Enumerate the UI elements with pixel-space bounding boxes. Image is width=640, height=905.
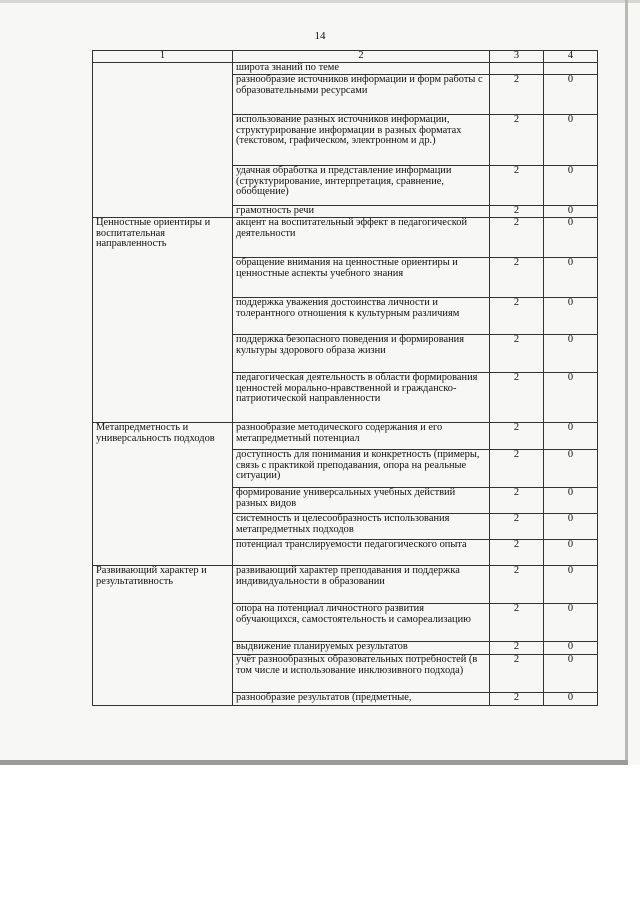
criterion-cell: выдвижение планируемых результатов xyxy=(233,642,490,655)
group-cell xyxy=(93,63,233,218)
score-cell: 0 xyxy=(544,298,598,335)
group-cell: Развивающий характер и результативность xyxy=(93,566,233,706)
criterion-cell: поддержка безопасного поведения и формирования культуры здорового образа жизни xyxy=(233,335,490,373)
criterion-cell: разнообразие результатов (предметные, xyxy=(233,693,490,706)
score-cell: 2 xyxy=(490,540,544,566)
criterion-cell: поддержка уважения достоинства личности и толерантного отношения к культурным различиям xyxy=(233,298,490,335)
score-cell: 0 xyxy=(544,655,598,693)
group-cell: Метапредметность и универсальность подходов xyxy=(93,423,233,566)
score-cell: 2 xyxy=(490,298,544,335)
score-cell: 2 xyxy=(490,75,544,115)
criterion-cell: акцент на воспитательный эффект в педагогической деятельности xyxy=(233,218,490,258)
score-cell: 0 xyxy=(544,514,598,540)
scan-top-edge xyxy=(0,0,640,3)
table-row xyxy=(93,63,598,75)
score-cell: 2 xyxy=(490,642,544,655)
score-cell: 2 xyxy=(490,115,544,166)
criterion-cell: широта знаний по теме xyxy=(233,63,490,75)
table-row xyxy=(93,566,598,604)
score-cell: 2 xyxy=(490,488,544,514)
score-cell: 0 xyxy=(544,373,598,423)
scan-bottom-edge xyxy=(0,760,628,765)
criterion-cell: разнообразие источников информации и форм работы с образовательными ресурсами xyxy=(233,75,490,115)
column-header: 1 xyxy=(93,51,233,63)
score-cell: 0 xyxy=(544,540,598,566)
score-cell: 0 xyxy=(544,488,598,514)
score-cell: 2 xyxy=(490,514,544,540)
criterion-cell: грамотность речи xyxy=(233,206,490,218)
score-cell: 0 xyxy=(544,604,598,642)
score-cell: 2 xyxy=(490,693,544,706)
criterion-cell: обращение внимания на ценностные ориентиры и ценностные аспекты учебного знания xyxy=(233,258,490,298)
score-cell: 0 xyxy=(544,566,598,604)
score-cell: 2 xyxy=(490,423,544,450)
score-cell: 0 xyxy=(544,115,598,166)
score-cell: 2 xyxy=(490,258,544,298)
table-header-row xyxy=(93,51,598,63)
table-row xyxy=(93,423,598,450)
column-header: 4 xyxy=(544,51,598,63)
score-cell: 0 xyxy=(544,423,598,450)
score-cell: 0 xyxy=(544,75,598,115)
group-cell: Ценностные ориентиры и воспитательная направленность xyxy=(93,218,233,423)
criterion-cell: опора на потенциал личностного развития обучающихся, самостоятельность и самореализацию xyxy=(233,604,490,642)
criterion-cell: развивающий характер преподавания и поддержка индивидуальности в образовании xyxy=(233,566,490,604)
score-cell: 0 xyxy=(544,642,598,655)
criterion-cell: педагогическая деятельность в области формирования ценностей морально-нравственной и гражданско-патриотической направленности xyxy=(233,373,490,423)
score-cell xyxy=(544,63,598,75)
criteria-table xyxy=(92,50,598,706)
score-cell: 0 xyxy=(544,258,598,298)
criterion-cell: использование разных источников информации, структурирование информации в разных форматах (текстовом, графическом, электронном и др.) xyxy=(233,115,490,166)
score-cell: 2 xyxy=(490,450,544,488)
score-cell: 2 xyxy=(490,604,544,642)
score-cell xyxy=(490,63,544,75)
score-cell: 2 xyxy=(490,335,544,373)
score-cell: 0 xyxy=(544,206,598,218)
score-cell: 2 xyxy=(490,218,544,258)
score-cell: 0 xyxy=(544,693,598,706)
criterion-cell: учёт разнообразных образовательных потребностей (в том числе и использование инклюзивного подхода) xyxy=(233,655,490,693)
score-cell: 2 xyxy=(490,206,544,218)
criterion-cell: доступность для понимания и конкретность (примеры, связь с практикой преподавания, опора на реальные ситуации) xyxy=(233,450,490,488)
score-cell: 2 xyxy=(490,566,544,604)
criterion-cell: удачная обработка и представление информации (структурирование, интерпретация, сравнение, обобщение) xyxy=(233,166,490,206)
score-cell: 2 xyxy=(490,166,544,206)
score-cell: 2 xyxy=(490,655,544,693)
score-cell: 0 xyxy=(544,166,598,206)
criterion-cell: потенциал транслируемости педагогического опыта xyxy=(233,540,490,566)
score-cell: 0 xyxy=(544,335,598,373)
criterion-cell: системность и целесообразность использования метапредметных подходов xyxy=(233,514,490,540)
column-header: 2 xyxy=(233,51,490,63)
criterion-cell: формирование универсальных учебных действий разных видов xyxy=(233,488,490,514)
table-row xyxy=(93,218,598,258)
score-cell: 2 xyxy=(490,373,544,423)
scan-right-edge xyxy=(625,0,628,765)
score-cell: 0 xyxy=(544,218,598,258)
score-cell: 0 xyxy=(544,450,598,488)
column-header: 3 xyxy=(490,51,544,63)
page-number: 14 xyxy=(314,30,326,42)
criterion-cell: разнообразие методического содержания и его метапредметный потенциал xyxy=(233,423,490,450)
